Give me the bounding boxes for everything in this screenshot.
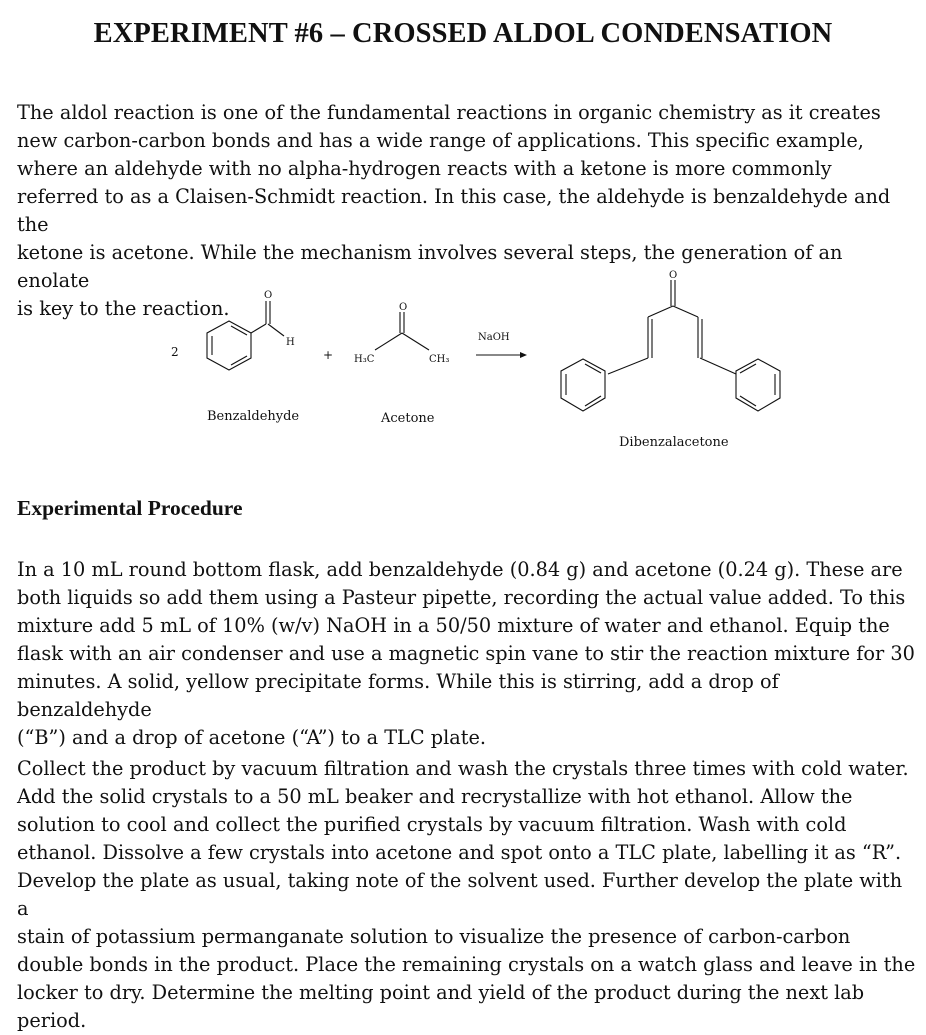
page-title: EXPERIMENT #6 – CROSSED ALDOL CONDENSATION [93, 18, 833, 49]
procedure-heading: Experimental Procedure [17, 496, 243, 520]
reagent-text: NaOH [478, 332, 510, 343]
benzaldehyde-oxygen: O [264, 290, 273, 301]
procedure-line: stain of potassium permanganate solution to visualize the presence of carbon-carbon [17, 925, 851, 948]
procedure-line: flask with an air condenser and use a magnetic spin vane to stir the reaction mixture for 30 [17, 642, 915, 665]
acetone-oxygen: O [399, 302, 408, 313]
procedure-line: period. [17, 1009, 87, 1032]
intro-line: The aldol reaction is one of the fundamental reactions in organic chemistry as it creates [17, 101, 881, 124]
procedure-line: locker to dry. Determine the melting point and yield of the product during the next lab [17, 981, 865, 1004]
procedure-line: Collect the product by vacuum filtration and wash the crystals three times with cold water. [17, 757, 909, 780]
intro-line: is key to the reaction. [17, 297, 230, 320]
acetone-h3c: H₃C [354, 354, 375, 365]
coefficient-text: 2 [171, 345, 179, 359]
procedure-line: mixture add 5 mL of 10% (w/v) NaOH in a 50/50 mixture of water and ethanol. Equip the [17, 614, 890, 637]
procedure-line: solution to cool and collect the purified crystals by vacuum filtration. Wash with cold [17, 813, 847, 836]
procedure-line: minutes. A solid, yellow precipitate forms. While this is stirring, add a drop of benzaldehyde [17, 670, 779, 721]
dibenzalacetone-label: Dibenzalacetone [619, 435, 729, 450]
product-oxygen: O [669, 270, 678, 281]
acetone-structure [354, 302, 449, 365]
acetone-label: Acetone [381, 411, 435, 426]
procedure-line: ethanol. Dissolve a few crystals into acetone and spot onto a TLC plate, labelling it as “R”. [17, 841, 902, 864]
benzaldehyde-label: Benzaldehyde [207, 409, 300, 424]
intro-line: ketone is acetone. While the mechanism involves several steps, the generation of an enolate [17, 241, 843, 292]
intro-line: new carbon-carbon bonds and has a wide range of applications. This specific example, [17, 129, 864, 152]
benzaldehyde-hydrogen: H [286, 337, 295, 348]
reaction-scheme [0, 270, 926, 460]
intro-line: referred to as a Claisen-Schmidt reaction. In this case, the aldehyde is benzaldehyde and the [17, 185, 891, 236]
dibenzalacetone-structure [561, 270, 780, 411]
procedure-line: Develop the plate as usual, taking note of the solvent used. Further develop the plate with a [17, 869, 903, 920]
procedure-line: both liquids so add them using a Pasteur pipette, recording the actual value added. To this [17, 586, 906, 609]
intro-line: where an aldehyde with no alpha-hydrogen reacts with a ketone is more commonly [17, 157, 832, 180]
procedure-line: double bonds in the product. Place the remaining crystals on a watch glass and leave in the [17, 953, 916, 976]
procedure-line: In a 10 mL round bottom flask, add benzaldehyde (0.84 g) and acetone (0.24 g). These are [17, 558, 903, 581]
reaction-arrowhead [520, 352, 527, 358]
procedure-line: Add the solid crystals to a 50 mL beaker and recrystallize with hot ethanol. Allow the [17, 785, 853, 808]
procedure-line: (“B”) and a drop of acetone (“A”) to a TLC plate. [17, 726, 487, 749]
benzaldehyde-structure [207, 290, 295, 370]
procedure-paragraph-1 [17, 556, 917, 752]
plus-sign: + [323, 348, 334, 362]
procedure-paragraph-2 [17, 755, 917, 1035]
acetone-ch3: CH₃ [429, 354, 450, 365]
